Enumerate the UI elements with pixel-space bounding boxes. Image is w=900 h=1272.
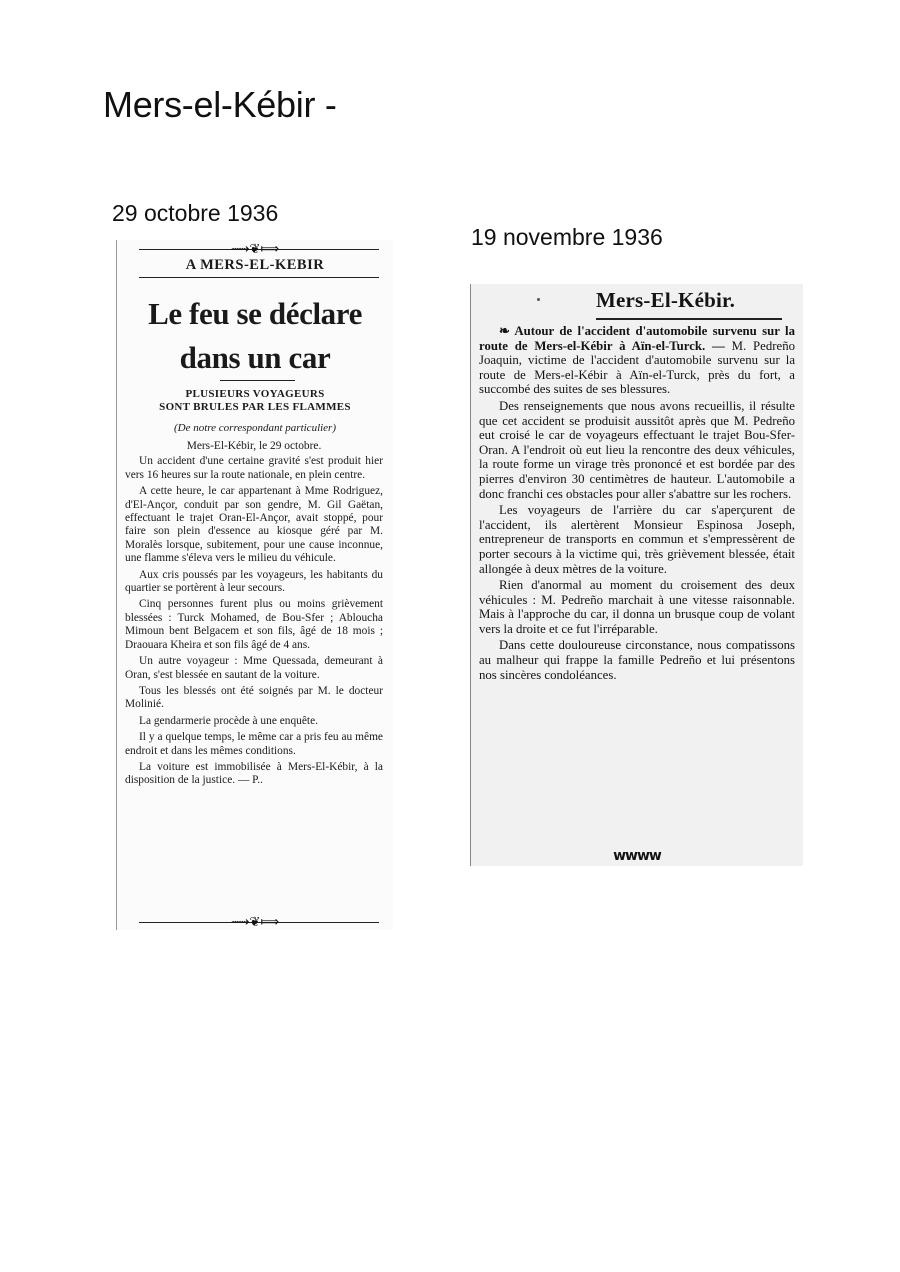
speck (537, 298, 540, 301)
lead-sentence: ❧ Autour de l'accident d'automobile survenu sur la route de Mers-el-Kébir à Aïn-el-Turck. — (479, 324, 795, 353)
headline (117, 292, 393, 380)
kicker: A MERS-EL-KEBIR (185, 257, 325, 273)
paragraph: La gendarmerie procède à une enquête. (139, 714, 318, 727)
paragraph: Un accident d'une certaine gravité s'est produit hier vers 16 heures sur la route nationale, en plein centre. (125, 455, 383, 481)
bottom-ornament-icon: ⟿❦⟾ (230, 915, 280, 930)
article-body-left (125, 440, 383, 791)
paragraph: Des renseignements que nous avons recueillis, il résulte que cet accident se produisit aussitôt après que M. Pedreño eut croisé le car de voyageurs effectuant le trajet Bou-Sfer-Oran. A l'endroit où eut lieu la rencontre des deux véhicules, la route forme un virage très prononcé et est bordée par des pierres d'environ 30 centimètres de hauteur. L'automobile a donc franchi ces obstacles pour aller s'abattre sur les rochers. (479, 398, 795, 501)
subhead-line-2: SONT BRULES PAR LES FLAMMES (159, 400, 351, 413)
newspaper-clipping-left (116, 240, 393, 930)
paragraph: Tous les blessés ont été soignés par M. le docteur Molinié. (125, 684, 383, 711)
headline-line-2: dans un car (179, 340, 331, 375)
newspaper-clipping-right (470, 284, 803, 866)
masthead-rule (596, 318, 782, 320)
right-clipping-date: 19 novembre 1936 (471, 224, 663, 250)
paragraph: La voiture est immobilisée à Mers-El-Kébir, à la disposition de la justice. — P.. (125, 760, 383, 787)
article-body-right (479, 324, 795, 684)
top-ornament-icon: ⟿❦⟾ (230, 242, 280, 257)
page-title: Mers-el-Kébir - (103, 84, 337, 125)
paragraph: A cette heure, le car appartenant à Mme Rodriguez, d'El-Ançor, conduit par son gendre, M. Gil Gaëtan, effectuant le trajet Oran-El-Ançor, avait stoppé, pour faire son plein d'essence au kiosque géré par M. Moralès lorsque, subitement, pour une cause inconnue, une flamme s'éleva vers le milieu du véhicule. (125, 485, 383, 565)
paragraph (479, 324, 795, 397)
paragraph-text: M. Pedreño Joaquin, victime de l'accident d'automobile survenu sur la route de Mers-el-Kébir à Aïn-el-Turck, près du fort, a succombé des suites de ses blessures. (479, 338, 795, 397)
left-clipping-date: 29 octobre 1936 (112, 200, 279, 226)
paragraph: Il y a quelque temps, le même car a pris feu au même endroit et dans les mêmes conditions. (125, 731, 383, 757)
paragraph: Dans cette douloureuse circonstance, nous compatissons au malheur qui frappe la famille Pedreño et lui présentons nos sincères condoléances. (479, 638, 795, 682)
end-ornament-icon: ᴡᴡᴡᴡ (613, 848, 661, 864)
paragraph: Rien d'anormal au moment du croisement des deux véhicules : M. Pedreño marchait à une vitesse raisonnable. Mais à l'approche du car, il donna un brusque coup de volant vers la droite et ce fut l'irréparable. (479, 578, 795, 636)
masthead: Mers-El-Kébir. (596, 288, 736, 312)
kicker-rule (139, 277, 379, 278)
headline-rule (220, 380, 295, 381)
subhead-line-1: PLUSIEURS VOYAGEURS (185, 388, 325, 400)
byline: (De notre correspondant particulier) (173, 422, 337, 434)
headline-line-1: Le feu se déclare (148, 296, 362, 331)
dateline: Mers-El-Kébir, le 29 octobre. (186, 440, 322, 452)
paragraph: Aux cris poussés par les voyageurs, les habitants du quartier se portèrent à leur secours. (125, 568, 383, 595)
paragraph: Cinq personnes furent plus ou moins grièvement blessées : Turck Mohamed, de Bou-Sfer ; Abloucha Mimoun bent Belgacem et son fils, âgé de 18 mois ; Draouara Kheira et son fils âgé de 4 ans. (125, 598, 383, 651)
paragraph: Un autre voyageur : Mme Quessada, demeurant à Oran, s'est blessée en sautant de la voiture. (125, 655, 383, 681)
paragraph: Les voyageurs de l'arrière du car s'aperçurent de l'accident, ils alertèrent Monsieur Espinosa Joseph, entrepreneur de transports en commun et s'empressèrent de porter secours à la victime qui, très grièvement blessée, était allongée à deux mètres de la voiture. (479, 503, 795, 576)
subhead (117, 388, 393, 413)
